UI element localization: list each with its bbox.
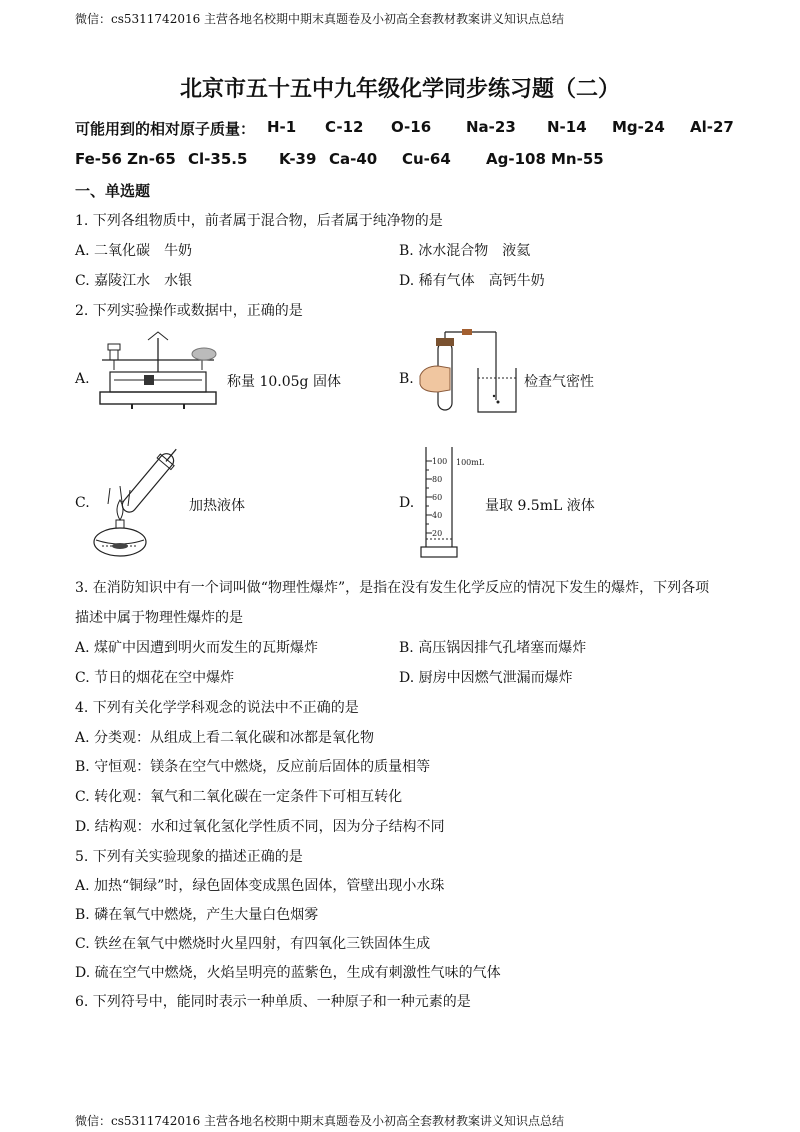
measuring-cylinder-diagram — [418, 443, 488, 561]
balance-diagram — [92, 330, 224, 410]
page-title: 北京市五十五中九年级化学同步练习题（二） — [179, 77, 620, 102]
question-5-stem: 5. 下列有关实验现象的描述正确的是 — [75, 849, 303, 865]
atomic-mass: Ca-40 — [329, 150, 378, 168]
question-3-stem-line-2: 描述中属于物理性爆炸的是 — [75, 610, 243, 626]
page-footer: 微信：cs5311742016 主营各地名校期中期末真题卷及小初高全套教材教案讲义知识点总结 — [75, 1114, 565, 1128]
question-1-option-a: A. 二氧化碳 牛奶 — [75, 243, 193, 259]
question-1-stem: 1. 下列各组物质中，前者属于混合物，后者属于纯净物的是 — [75, 213, 443, 229]
atomic-mass: Fe-56 Zn-65 — [75, 150, 176, 168]
atomic-mass: C-12 — [325, 118, 364, 136]
question-5-option-c: C. 铁丝在氧气中燃烧时火星四射，有四氧化三铁固体生成 — [75, 936, 431, 952]
heating-liquid-diagram — [90, 448, 186, 560]
atomic-mass: Cu-64 — [402, 150, 451, 168]
atomic-mass: Mn-55 — [551, 150, 604, 168]
option-caption: 称量 10.05g 固体 — [227, 374, 341, 390]
atomic-mass: Cl-35.5 — [188, 150, 248, 168]
atomic-mass: Al-27 — [690, 118, 734, 136]
option-letter: B. — [399, 371, 414, 387]
question-4-option-b: B. 守恒观：镁条在空气中燃烧，反应前后固体的质量相等 — [75, 759, 431, 775]
cylinder-tick-label: 100 — [432, 457, 448, 466]
question-2-stem: 2. 下列实验操作或数据中，正确的是 — [75, 303, 303, 319]
atomic-mass: N-14 — [547, 118, 587, 136]
atomic-mass: K-39 — [279, 150, 317, 168]
atomic-mass: Ag-108 — [486, 150, 546, 168]
option-letter: D. — [399, 495, 415, 511]
atomic-mass: Mg-24 — [612, 118, 665, 136]
cylinder-tick-label: 20 — [432, 529, 443, 538]
question-4-option-d: D. 结构观：水和过氧化氢化学性质不同，因为分子结构不同 — [75, 819, 445, 835]
option-caption: 检查气密性 — [524, 374, 594, 390]
atomic-mass: O-16 — [391, 118, 432, 136]
option-letter: A. — [75, 371, 90, 387]
question-3-stem-line-1: 3. 在消防知识中有一个词叫做“物理性爆炸”，是指在没有发生化学反应的情况下发生的爆炸，下列各项 — [75, 580, 710, 596]
option-caption: 量取 9.5mL 液体 — [485, 498, 595, 514]
option-caption: 加热液体 — [189, 498, 245, 514]
question-5-option-d: D. 硫在空气中燃烧，火焰呈明亮的蓝紫色，生成有刺激性气味的气体 — [75, 965, 501, 981]
atomic-mass: Na-23 — [466, 118, 516, 136]
atomic-mass: H-1 — [267, 118, 297, 136]
question-1-option-b: B. 冰水混合物 液氦 — [399, 243, 531, 259]
question-4-stem: 4. 下列有关化学学科观念的说法中不正确的是 — [75, 700, 359, 716]
question-3-option-d: D. 厨房中因燃气泄漏而爆炸 — [399, 670, 573, 686]
question-4-option-a: A. 分类观：从组成上看二氧化碳和冰都是氧化物 — [75, 730, 375, 746]
question-3-option-c: C. 节日的烟花在空中爆炸 — [75, 670, 235, 686]
option-letter: C. — [75, 495, 90, 511]
atomic-mass-intro: 可能用到的相对原子质量： — [75, 120, 256, 138]
question-3-option-a: A. 煤矿中因遭到明火而发生的瓦斯爆炸 — [75, 640, 319, 656]
cylinder-tick-label: 40 — [432, 511, 443, 520]
airtight-check-diagram — [418, 328, 518, 418]
section-heading: 一、单选题 — [75, 182, 151, 200]
question-1-option-c: C. 嘉陵江水 水银 — [75, 273, 193, 289]
question-6-stem: 6. 下列符号中，能同时表示一种单质、一种原子和一种元素的是 — [75, 994, 471, 1010]
question-4-option-c: C. 转化观：氧气和二氧化碳在一定条件下可相互转化 — [75, 789, 403, 805]
cylinder-capacity-label: 100mL — [456, 458, 485, 467]
question-5-option-b: B. 磷在氧气中燃烧，产生大量白色烟雾 — [75, 907, 319, 923]
question-3-option-b: B. 高压锅因排气孔堵塞而爆炸 — [399, 640, 587, 656]
cylinder-tick-label: 60 — [432, 493, 443, 502]
question-5-option-a: A. 加热“铜绿”时，绿色固体变成黑色固体，管壁出现小水珠 — [75, 878, 445, 894]
cylinder-tick-label: 80 — [432, 475, 443, 484]
page-header: 微信：cs5311742016 主营各地名校期中期末真题卷及小初高全套教材教案讲义知识点总结 — [75, 12, 565, 26]
question-1-option-d: D. 稀有气体 高钙牛奶 — [399, 273, 545, 289]
